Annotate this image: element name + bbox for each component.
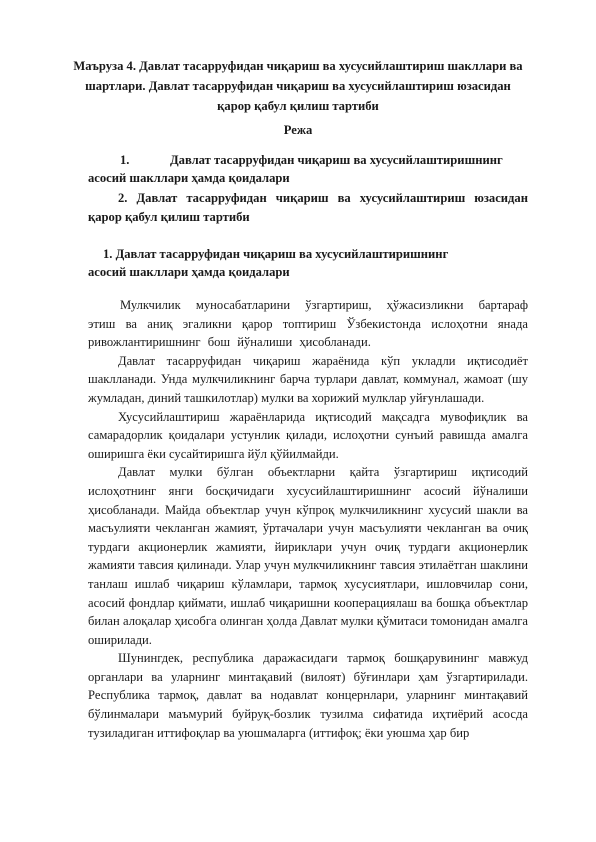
paragraph: Мулкчилик муносабатларини ўзгартириш, ҳўжасизликни бартараф этиш ва аниқ эгаликни қарор топтириш Ўзбекистонда ислоҳотни янада ривожлантиришнинг бош йўналиши ҳисобланади. [88, 298, 528, 350]
section-heading-line-2: асосий шакллари ҳамда қоидалари [88, 265, 290, 279]
plan-item-1-text: Давлат тасарруфидан чиқариш ва хусусийлаштиришнинг асосий шакллари ҳамда қоидалари [88, 153, 503, 185]
plan-item-1-number: 1. [120, 153, 130, 167]
section-heading [88, 245, 528, 281]
plan-item-2-number: 2. [118, 191, 128, 205]
paragraph: Шунингдек, республика даражасидаги тармоқ бошқарувининг мавжуд органлари ва уларнинг минтақавий (вилоят) бўғинлари ҳам ўзгартирилади. Республика тармоқ, давлат ва нодавлат концернлари, уларнинг минтақавий бўлинмалари маъмурий буйруқ-бозлик тузилма сифатида иҳтиёрий асосда тузиладиган иттифоқлар ва уюшмаларга (иттифоқ; ёки уюшма ҳар бир [88, 651, 528, 740]
body-text [88, 296, 528, 742]
plan-item-2-text: Давлат тасарруфидан чиқариш ва хусусийлаштириш юзасидан қарор қабул қилиш тартиби [88, 191, 528, 224]
paragraph: Давлат мулки бўлган объектларни қайта ўзгартириш иқтисодий ислоҳотнинг янги босқичидаги хусусийлаштиришнинг асосий йўналиши ҳисобланади. Майда объектлар учун кўпроқ мулкчиликнинг хусусий шакли ва масъулияти чекланган жамият, ўртачалари учун масъулияти чекланган ва очиқ турдаги акционерлик жамияти, йириклари учун очиқ турдаги акционерлик жамияти тавсия қилинади. Улар учун мулкчиликнинг тавсия этилаётган шаклини танлаш ишлаб чиқариш кўламлари, тармоқ хусусиятлари, ишловчилар сони, асосий фондлар қиймати, ишлаб чиқаришни кооперациялаш ва бошқа объектлар билан алоқалар ҳисобга олинган ҳолда Давлат мулки қўмитаси томонидан амалга оширилади. [88, 465, 528, 647]
paragraph: Давлат тасарруфидан чиқариш жараёнида кўп укладли иқтисодиёт шаклланади. Унда мулкчиликнинг барча турлари давлат, коммунал, жамоат (шу жумладан, диний ташкилотлар) мулки ва хорижий мулклар уйғунлашади. [88, 353, 528, 405]
plan-item-2 [88, 189, 528, 227]
plan-heading: Режа [283, 123, 313, 137]
lecture-title: Маъруза 4. Давлат тасарруфидан чиқариш ва хусусийлаштириш шакллари ва шартлари. Давлат тасарруфидан чиқариш ва хусусийлаштириш юзасидан қарор қабул қилиш тартиби [73, 59, 523, 113]
section-heading-line-1: 1. Давлат тасарруфидан чиқариш ва хусусийлаштиришнинг [103, 247, 449, 261]
paragraph: Хусусийлаштириш жараёнларида иқтисодий мақсадга мувофиқлик ва самарадорлик қоидалари устунлик қилади, ислоҳотни сунъий равишда амалга оширишга ёки сусайтиришга йўл қўйилмайди. [88, 409, 528, 461]
plan-item-1 [88, 151, 528, 187]
